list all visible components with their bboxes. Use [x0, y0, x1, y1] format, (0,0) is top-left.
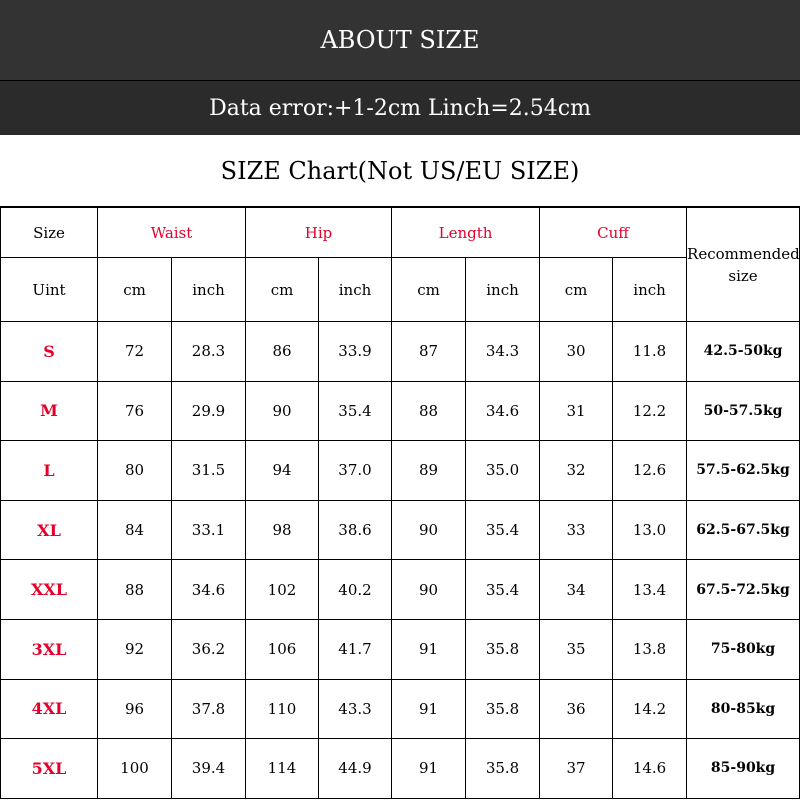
about-size-title: ABOUT SIZE — [320, 26, 480, 54]
hip-inch-value: 37.0 — [319, 441, 392, 501]
hip-inch-value: 33.9 — [319, 322, 392, 382]
hip-cm-value: 110 — [246, 679, 319, 739]
waist-inch-value: 36.2 — [172, 619, 246, 679]
waist-inch-value: 37.8 — [172, 679, 246, 739]
size-label: S — [1, 322, 98, 382]
about-size-banner — [0, 0, 800, 80]
cuff-inch-value: 13.0 — [613, 500, 687, 560]
length-inch-value: 35.8 — [466, 739, 540, 799]
size-label: 3XL — [1, 619, 98, 679]
waist-inch-value: 39.4 — [172, 739, 246, 799]
hip-inch-value: 43.3 — [319, 679, 392, 739]
waist-cm-value: 76 — [98, 381, 172, 441]
cuff-cm-value: 33 — [540, 500, 613, 560]
size-label: L — [1, 441, 98, 501]
size-label: 5XL — [1, 739, 98, 799]
hip-cm-header: cm — [246, 258, 319, 322]
length-cm-value: 91 — [392, 679, 466, 739]
data-error-banner — [0, 80, 800, 135]
size-chart-title-row — [0, 135, 800, 207]
table-row — [1, 441, 800, 501]
recommended-weight: 42.5-50kg — [687, 322, 800, 382]
hip-cm-value: 102 — [246, 560, 319, 620]
table-row — [1, 739, 800, 799]
table-row — [1, 500, 800, 560]
length-cm-value: 88 — [392, 381, 466, 441]
waist-cm-value: 88 — [98, 560, 172, 620]
length-cm-value: 91 — [392, 739, 466, 799]
cuff-inch-header: inch — [613, 258, 687, 322]
size-label: M — [1, 381, 98, 441]
waist-cm-value: 80 — [98, 441, 172, 501]
length-cm-value: 89 — [392, 441, 466, 501]
length-inch-value: 35.0 — [466, 441, 540, 501]
hip-inch-value: 40.2 — [319, 560, 392, 620]
hip-inch-value: 38.6 — [319, 500, 392, 560]
length-inch-value: 34.6 — [466, 381, 540, 441]
waist-inch-value: 33.1 — [172, 500, 246, 560]
cuff-inch-value: 14.2 — [613, 679, 687, 739]
data-error-note: Data error:+1-2cm Linch=2.54cm — [209, 95, 591, 121]
waist-inch-header: inch — [172, 258, 246, 322]
cuff-cm-value: 37 — [540, 739, 613, 799]
length-cm-value: 87 — [392, 322, 466, 382]
waist-header: Waist — [98, 208, 246, 258]
waist-cm-header: cm — [98, 258, 172, 322]
length-inch-value: 35.8 — [466, 679, 540, 739]
length-inch-value: 35.4 — [466, 560, 540, 620]
cuff-cm-value: 31 — [540, 381, 613, 441]
hip-cm-value: 86 — [246, 322, 319, 382]
recommended-weight: 85-90kg — [687, 739, 800, 799]
cuff-inch-value: 11.8 — [613, 322, 687, 382]
table-row — [1, 619, 800, 679]
length-inch-value: 34.3 — [466, 322, 540, 382]
waist-inch-value: 31.5 — [172, 441, 246, 501]
header-row-unit — [1, 258, 800, 322]
table-row — [1, 381, 800, 441]
size-header: Size — [1, 208, 98, 258]
cuff-inch-value: 13.4 — [613, 560, 687, 620]
hip-inch-value: 44.9 — [319, 739, 392, 799]
length-cm-value: 91 — [392, 619, 466, 679]
waist-cm-value: 96 — [98, 679, 172, 739]
hip-inch-header: inch — [319, 258, 392, 322]
recommended-weight: 50-57.5kg — [687, 381, 800, 441]
table-row — [1, 679, 800, 739]
unit-header: Uint — [1, 258, 98, 322]
recommended-weight: 57.5-62.5kg — [687, 441, 800, 501]
hip-cm-value: 90 — [246, 381, 319, 441]
length-cm-header: cm — [392, 258, 466, 322]
cuff-inch-value: 12.6 — [613, 441, 687, 501]
length-inch-value: 35.8 — [466, 619, 540, 679]
hip-cm-value: 94 — [246, 441, 319, 501]
hip-cm-value: 106 — [246, 619, 319, 679]
waist-cm-value: 92 — [98, 619, 172, 679]
cuff-cm-value: 34 — [540, 560, 613, 620]
size-label: XXL — [1, 560, 98, 620]
size-table — [0, 207, 800, 799]
recommended-weight: 75-80kg — [687, 619, 800, 679]
length-cm-value: 90 — [392, 560, 466, 620]
size-label: 4XL — [1, 679, 98, 739]
length-inch-value: 35.4 — [466, 500, 540, 560]
hip-inch-value: 41.7 — [319, 619, 392, 679]
cuff-cm-value: 36 — [540, 679, 613, 739]
cuff-inch-value: 14.6 — [613, 739, 687, 799]
recommended-size-header: Recommended size — [687, 208, 800, 322]
size-chart-title: SIZE Chart(Not US/EU SIZE) — [220, 156, 580, 185]
hip-cm-value: 98 — [246, 500, 319, 560]
size-label: XL — [1, 500, 98, 560]
table-row — [1, 560, 800, 620]
recommended-weight: 80-85kg — [687, 679, 800, 739]
cuff-header: Cuff — [540, 208, 687, 258]
waist-cm-value: 100 — [98, 739, 172, 799]
waist-cm-value: 84 — [98, 500, 172, 560]
cuff-cm-header: cm — [540, 258, 613, 322]
cuff-cm-value: 30 — [540, 322, 613, 382]
hip-inch-value: 35.4 — [319, 381, 392, 441]
waist-inch-value: 34.6 — [172, 560, 246, 620]
waist-cm-value: 72 — [98, 322, 172, 382]
recommended-weight: 67.5-72.5kg — [687, 560, 800, 620]
length-header: Length — [392, 208, 540, 258]
length-inch-header: inch — [466, 258, 540, 322]
length-cm-value: 90 — [392, 500, 466, 560]
cuff-inch-value: 12.2 — [613, 381, 687, 441]
hip-cm-value: 114 — [246, 739, 319, 799]
table-row — [1, 322, 800, 382]
hip-header: Hip — [246, 208, 392, 258]
cuff-cm-value: 32 — [540, 441, 613, 501]
header-row-measure — [1, 208, 800, 258]
waist-inch-value: 29.9 — [172, 381, 246, 441]
waist-inch-value: 28.3 — [172, 322, 246, 382]
cuff-cm-value: 35 — [540, 619, 613, 679]
recommended-weight: 62.5-67.5kg — [687, 500, 800, 560]
cuff-inch-value: 13.8 — [613, 619, 687, 679]
